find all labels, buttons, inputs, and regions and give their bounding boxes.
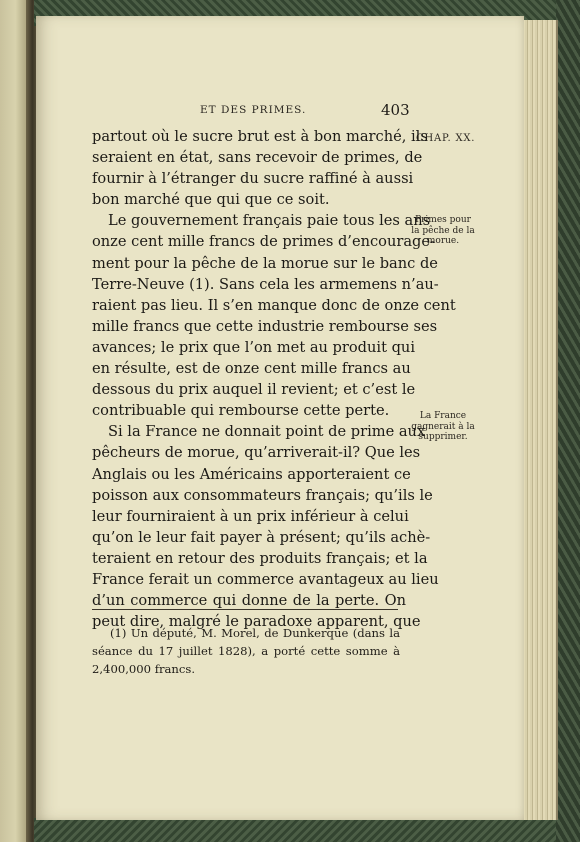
text-line: onze cent mille francs de primes d’encourage- (92, 233, 435, 251)
text-line: leur fourniraient à un prix inférieur à celui (92, 507, 409, 525)
cover-binding-bottom (34, 818, 580, 842)
margin-note-line: supprimer. (418, 432, 468, 442)
margin-note-line: morue. (426, 236, 460, 246)
page-stack-edge (520, 20, 558, 820)
text-line: France ferait un commerce avantageux au lieu (92, 570, 439, 588)
text-line: bon marché que qui que ce soit. (92, 191, 330, 209)
margin-chapter-label: CHAP. XX. (416, 133, 476, 144)
margin-note-line: La France (419, 411, 467, 421)
text-line: contribuable qui rembourse cette perte. (92, 402, 390, 420)
text-line: Anglais ou les Américains apporteraient ce (92, 465, 411, 483)
text-line: Terre-Neuve (1). Sans cela les armemens n’au- (92, 275, 439, 293)
text-line: teraient en retour des produits français; et la (92, 549, 428, 567)
page-number: 403 (381, 101, 410, 119)
footnote-line: séance du 17 juillet 1828), a porté cette somme à (92, 644, 400, 659)
text-line: d’un commerce qui donne de la perte. On (92, 592, 406, 610)
text-line: raient pas lieu. Il s’en manque donc de onze cent (92, 296, 456, 314)
footnote-line: 2,400,000 francs. (92, 662, 196, 677)
margin-note-line: gagnerait à la (411, 421, 475, 432)
paragraph (92, 126, 428, 210)
text-line: peut dire, malgré le paradoxe apparent, que (92, 613, 421, 631)
text-line: ment pour la pêche de la morue sur le banc de (92, 254, 438, 272)
running-head: ET DES PRIMES. (200, 104, 307, 116)
text-line: Si la France ne donnait point de prime aux (108, 423, 426, 441)
paragraph (92, 421, 439, 632)
text-line: qu’on le leur fait payer à présent; qu’ils achè- (92, 528, 431, 546)
text-line: avances; le prix que l’on met au produit qui (92, 338, 415, 356)
text-line: poisson aux consommateurs français; qu’ils le (92, 486, 433, 504)
footnote-line: (1) Un député, M. Morel, de Dunkerque (dans la (110, 626, 400, 640)
text-line: en résulte, est de onze cent mille francs au (92, 360, 411, 378)
text-line: fournir à l’étranger du sucre raffiné à aussi (92, 170, 414, 188)
text-line: mille francs que cette industrie rembourse ses (92, 317, 438, 335)
text-line: pêcheurs de morue, qu’arriverait-il? Que les (92, 444, 421, 462)
margin-note-line: Primes pour (415, 215, 471, 225)
text-line: partout où le sucre brut est à bon marché, ils (92, 128, 428, 145)
facing-page-edge (0, 0, 28, 842)
cover-binding-right (556, 0, 580, 842)
text-line: Le gouvernement français paie tous les ans (108, 212, 431, 230)
footnote (92, 624, 400, 679)
footnote-rule (92, 609, 398, 610)
text-line: seraient en état, sans recevoir de primes, de (92, 149, 423, 167)
margin-note-line: la pêche de la (411, 225, 475, 236)
text-line: dessous du prix auquel il revient; et c’est le (92, 381, 416, 399)
